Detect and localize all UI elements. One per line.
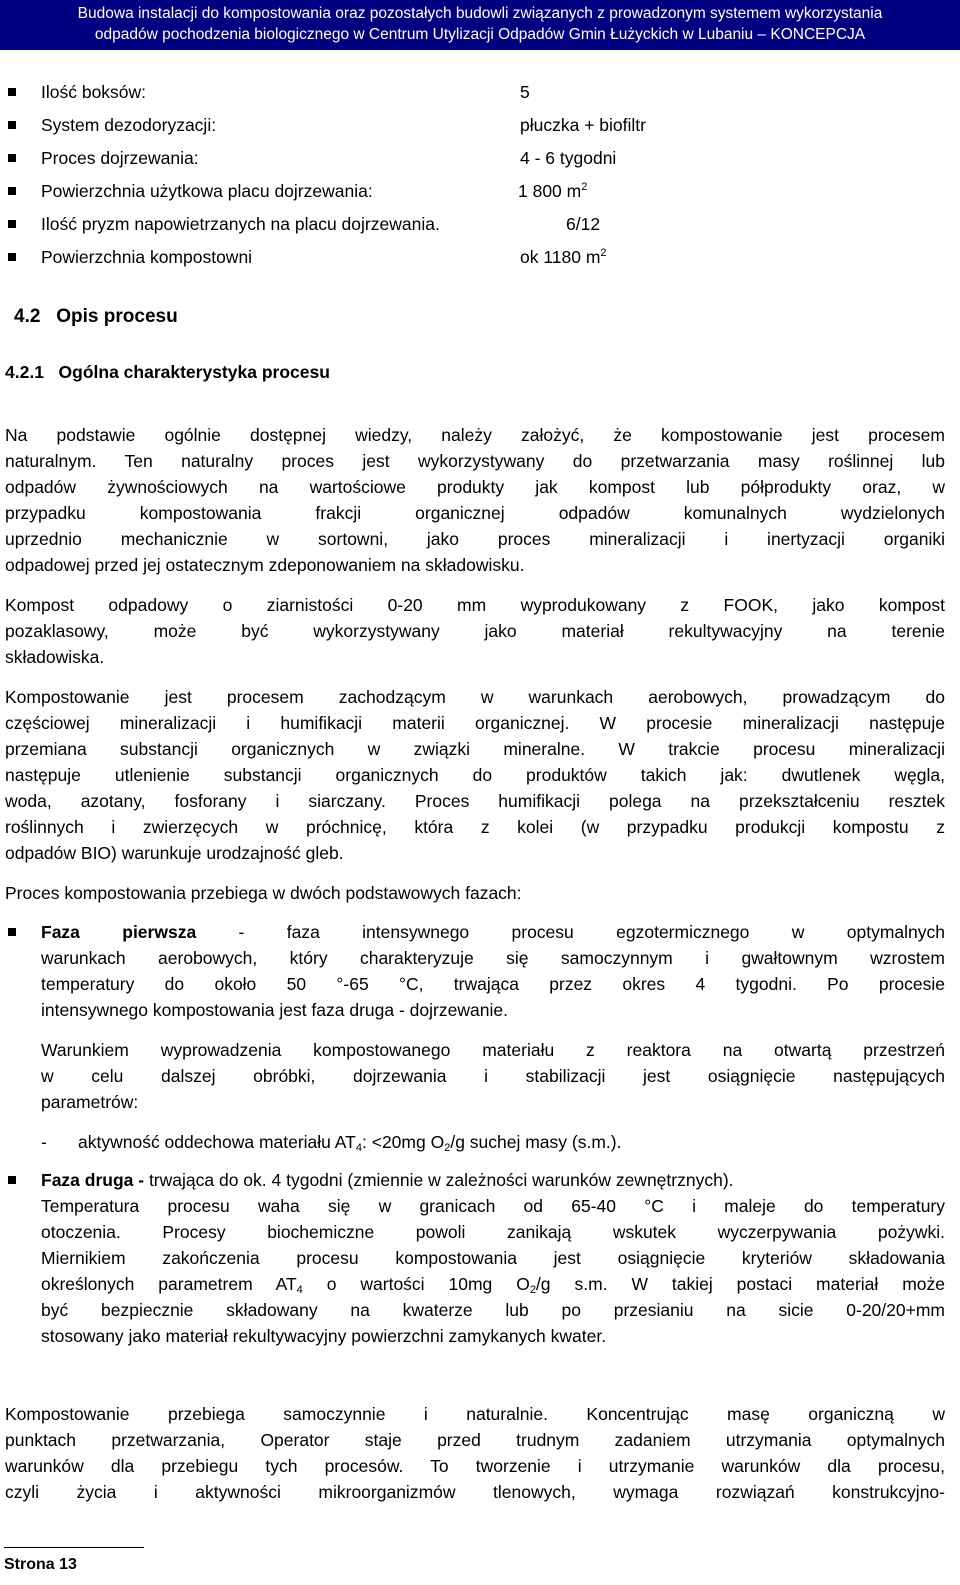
- paragraph-line: Na podstawie ogólnie dostępnej wiedzy, należy założyć, że kompostowanie jest procesem: [5, 425, 945, 445]
- bullet-icon: [8, 187, 16, 195]
- subscript: 4: [296, 1284, 303, 1296]
- phase-1-para-line: Warunkiem wyprowadzenia kompostowanego materiału z reaktora na otwartą przestrzeń: [41, 1040, 945, 1060]
- parameter-text-c: /g suchej masy (s.m.).: [450, 1132, 622, 1152]
- paragraph-line: uprzednio mechanicznie w sortowni, jako proces mineralizacji i inertyzacji organiki: [5, 529, 945, 549]
- spec-label: Ilość boksów:: [41, 82, 147, 102]
- section-title: Opis procesu: [56, 306, 178, 327]
- phase-1-para-line: parametrów:: [41, 1092, 139, 1112]
- subscript: 4: [355, 1142, 362, 1154]
- spec-value: [520, 247, 607, 268]
- phase-1-line: temperatury do około 50 °-65 °C, trwająca przez okres 4 tygodni. Po procesie: [41, 974, 945, 994]
- bullet-icon: [8, 220, 16, 228]
- subscript: 2: [444, 1142, 451, 1154]
- phase-1-line: intensywnego kompostowania jest faza druga - dojrzewanie.: [41, 1000, 508, 1020]
- running-header: [0, 0, 960, 50]
- subsection-heading: [5, 362, 330, 383]
- spec-value-text: ok 1180 m: [520, 247, 601, 267]
- phase-2-line: stosowany jako materiał rekultywacyjny powierzchni zamykanych kwater.: [41, 1326, 607, 1346]
- paragraph-line: Proces kompostowania przebiega w dwóch podstawowych fazach:: [5, 883, 522, 903]
- spec-value: 4 - 6 tygodni: [520, 148, 617, 168]
- phase-2-text: określonych parametrem AT: [41, 1274, 297, 1294]
- parameter-dash: -: [41, 1132, 47, 1152]
- spec-value: 5: [520, 82, 530, 102]
- phase-2-text: o wartości 10mg O: [302, 1274, 530, 1294]
- spec-label: System dezodoryzacji:: [41, 115, 217, 135]
- parameter-line: [78, 1132, 621, 1152]
- spec-label: Powierzchnia kompostowni: [41, 247, 253, 267]
- paragraph-line: Kompost odpadowy o ziarnistości 0-20 mm wyprodukowany z FOOK, jako kompost: [5, 595, 945, 615]
- subscript: 2: [529, 1284, 536, 1296]
- paragraph-line: odpadów BIO) warunkuje urodzajność gleb.: [5, 843, 344, 863]
- header-line-2: odpadów pochodzenia biologicznego w Centrum Utylizacji Odpadów Gmin Łużyckich w Lubaniu – KONCEPCJA: [94, 26, 866, 43]
- paragraph-line: Kompostowanie jest procesem zachodzącym w warunkach aerobowych, prowadzącym do: [5, 687, 945, 707]
- paragraph-line: przypadku kompostowania frakcji organicznej odpadów komunalnych wydzielonych: [5, 503, 945, 523]
- bullet-icon: [8, 928, 16, 936]
- section-number: 4.2: [14, 306, 41, 327]
- paragraph-line: częściowej mineralizacji i humifikacji materii organicznej. W procesie mineralizacji następuje: [5, 713, 945, 733]
- phase-2-line: być bezpiecznie składowany na kwaterze lub po przesianiu na sicie 0-20/20+mm: [41, 1300, 945, 1320]
- spec-label: Powierzchnia użytkowa placu dojrzewania:: [41, 181, 373, 201]
- phase-1-text: - faza intensywnego procesu egzotermicznego w optymalnych: [196, 922, 945, 942]
- paragraph-line: punktach przetwarzania, Operator staje przed trudnym zadaniem utrzymania optymalnych: [5, 1430, 945, 1450]
- bullet-icon: [8, 154, 16, 162]
- phase-2-term: Faza druga -: [41, 1170, 145, 1190]
- parameter-text-a: aktywność oddechowa materiału AT: [78, 1132, 356, 1152]
- paragraph-line: czyli życia i aktywności mikroorganizmów tlenowych, wymaga rozwiązań konstrukcyjno-: [5, 1482, 945, 1502]
- paragraph-line: naturalnym. Ten naturalny proces jest wykorzystywany do przetwarzania masy roślinnej lub: [5, 451, 945, 471]
- paragraph-line: woda, azotany, fosforany i siarczany. Proces humifikacji polega na przekształceniu resztek: [5, 791, 945, 811]
- spec-label: Ilość pryzm napowietrzanych na placu dojrzewania.: [41, 214, 440, 234]
- paragraph-line: pozaklasowy, może być wykorzystywany jako materiał rekultywacyjny na terenie: [5, 621, 945, 641]
- header-line-1: Budowa instalacji do kompostowania oraz pozostałych budowli związanych z prowadzonym systemem wykorzystania: [77, 5, 883, 22]
- phase-2-text: /g s.m. W takiej postaci materiał może: [535, 1274, 945, 1294]
- paragraph-line: Kompostowanie przebiega samoczynnie i naturalnie. Koncentrując masę organiczną w: [5, 1404, 945, 1424]
- paragraph-line: warunków dla przebiegu tych procesów. To tworzenie i utrzymanie warunków dla procesu,: [5, 1456, 945, 1476]
- page-number: Strona 13: [4, 1547, 144, 1574]
- paragraph-line: przemiana substancji organicznych w związki mineralne. W trakcie procesu mineralizacji: [5, 739, 945, 759]
- phase-2-line: Miernikiem zakończenia procesu kompostowania jest osiągnięcie kryteriów składowania: [41, 1248, 945, 1268]
- bullet-icon: [8, 253, 16, 261]
- superscript: 2: [581, 181, 588, 193]
- paragraph-line: składowiska.: [5, 647, 105, 667]
- phase-2-line: [41, 1274, 945, 1294]
- section-heading: [14, 306, 178, 328]
- spec-label: Proces dojrzewania:: [41, 148, 199, 168]
- paragraph-line: odpadów żywnościowych na wartościowe produkty jak kompost lub półprodukty oraz, w: [5, 477, 945, 497]
- paragraph-line: następuje utlenienie substancji organicznych do produktów takich jak: dwutlenek węgla,: [5, 765, 945, 785]
- subsection-number: 4.2.1: [5, 362, 44, 382]
- spec-value: [518, 181, 587, 202]
- bullet-icon: [8, 88, 16, 96]
- phase-2-line: Temperatura procesu waha się w granicach od 65-40 °C i maleje do temperatury: [41, 1196, 945, 1216]
- subsection-title: Ogólna charakterystyka procesu: [58, 362, 330, 382]
- spec-value: 6/12: [566, 214, 601, 234]
- paragraph-line: odpadowej przed jej ostatecznym zdeponowaniem na składowisku.: [5, 555, 525, 575]
- paragraph-line: roślinnych i zwierzęcych w próchnicę, która z kolei (w przypadku produkcji kompostu z: [5, 817, 945, 837]
- superscript: 2: [600, 247, 607, 259]
- phase-2-line: [41, 1170, 734, 1190]
- spec-value: płuczka + biofiltr: [520, 115, 646, 135]
- phase-1-term: Faza pierwsza: [41, 922, 197, 942]
- phase-1-line: warunkach aerobowych, który charakteryzuje się samoczynnym i gwałtownym wzrostem: [41, 948, 945, 968]
- spec-value-text: 1 800 m: [518, 181, 582, 201]
- bullet-icon: [8, 121, 16, 129]
- phase-2-line: otoczenia. Procesy biochemiczne powoli zanikają wskutek wyczerpywania pożywki.: [41, 1222, 945, 1242]
- bullet-icon: [8, 1176, 16, 1184]
- phase-1-line: [41, 922, 945, 942]
- phase-2-text: trwająca do ok. 4 tygodni (zmiennie w zależności warunków zewnętrznych).: [144, 1170, 734, 1190]
- phase-1-para-line: w celu dalszej obróbki, dojrzewania i stabilizacji jest osiągnięcie następujących: [41, 1066, 945, 1086]
- parameter-text-b: : <20mg O: [362, 1132, 445, 1152]
